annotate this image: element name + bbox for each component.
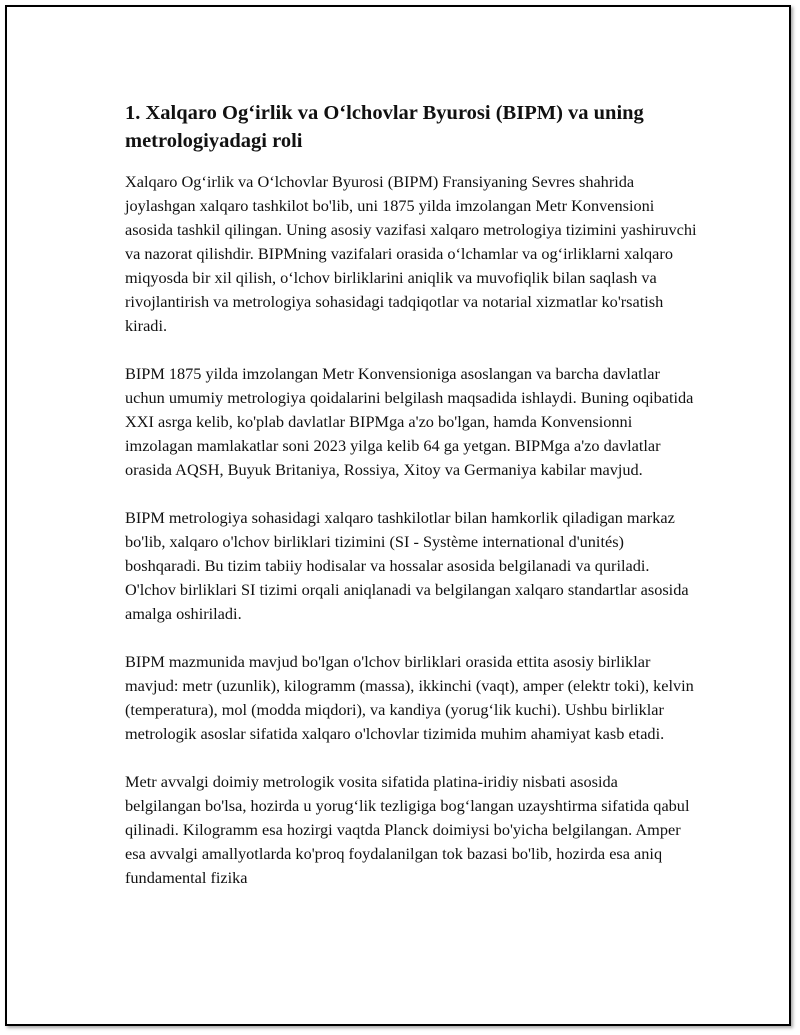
document-body [125,99,697,914]
paragraph-metre-convention: BIPM 1875 yilda imzolangan Metr Konvensioniga asoslangan va barcha davlatlar uchun umumiy metrologiya qoidalarini belgilash maqsadida ishlaydi. Buning oqibatida XXI asrga kelib, ko'plab davlatlar BIPMga a'zo bo'lgan, hamda Konvensionni imzolagan mamlakatlar soni 2023 yilga kelib 64 ga yetgan. BIPMga a'zo davlatlar orasida AQSH, Buyuk Britaniya, Rossiya, Xitoy va Germaniya kabilar mavjud. [125,364,694,479]
paragraph-bipm-intro: Xalqaro Og‘irlik va O‘lchovlar Byurosi (BIPM) Fransiyaning Sevres shahrida joylashgan xalqaro tashkilot bo'lib, uni 1875 yilda imzolangan Metr Konvensioni asosida tashkil qilingan. Uning asosiy vazifasi xalqaro metrologiya tizimini yashiruvchi va nazorat qilishdir. BIPMning vazifalari orasida o‘lchamlar va og‘irliklarni xalqaro miqyosda bir xil qilish, o‘lchov birliklarini aniqlik va muvofiqlik bilan saqlash va rivojlantirish va metrologiya sohasidagi tadqiqotlar va notarial xizmatlar ko'rsatish kiradi. [125,172,697,335]
section-heading: 1. Xalqaro Og‘irlik va O‘lchovlar Byurosi (BIPM) va uning metrologiyadagi roli [125,102,644,152]
document-page [5,5,791,1026]
paragraph-unit-definitions: Metr avvalgi doimiy metrologik vosita sifatida platina-iridiy nisbati asosida belgilangan bo'lsa, hozirda u yorug‘lik tezligiga bog‘langan uzayshtirma sifatida qabul qilinadi. Kilogramm esa hozirgi vaqtda Planck doimiysi bo'yicha belgilangan. Amper esa avvalgi amallyotlarda ko'proq foydalanilgan tok bazasi bo'lib, hozirda esa aniq fundamental fizika [125,772,690,887]
paragraph-base-units: BIPM mazmunida mavjud bo'lgan o'lchov birliklari orasida ettita asosiy birliklar mavjud: metr (uzunlik), kilogramm (massa), ikkinchi (vaqt), amper (elektr toki), kelvin (temperatura), mol (modda miqdori), va kandiya (yorug‘lik kuchi). Ushbu birliklar metrologik asoslar sifatida xalqaro o'lchovlar tizimida muhim ahamiyat kasb etadi. [125,652,694,743]
paragraph-si-system: BIPM metrologiya sohasidagi xalqaro tashkilotlar bilan hamkorlik qiladigan markaz bo'lib, xalqaro o'lchov birliklari tizimini (SI - Système international d'unités) boshqaradi. Bu tizim tabiiy hodisalar va hossalar asosida belgilanadi va quriladi. O'lchov birliklari SI tizimi orqali aniqlanadi va belgilangan xalqaro standartlar asosida amalga oshiriladi. [125,508,689,623]
